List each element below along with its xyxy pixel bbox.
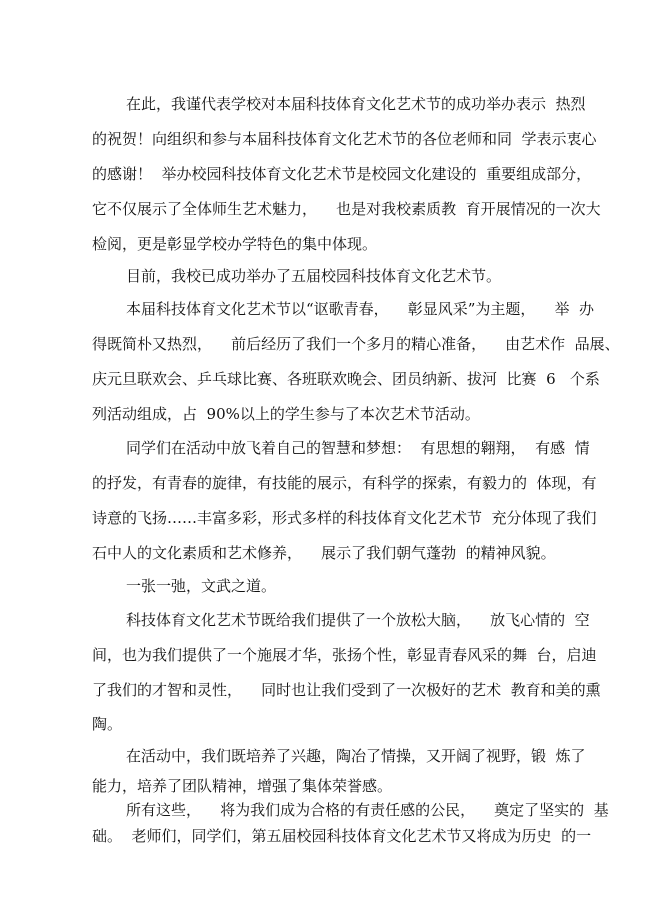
text-line: 庆元旦联欢会、乒乓球比赛、各班联欢晚会、团员纳新、拔河 比赛 6 个系 bbox=[92, 370, 600, 388]
text-line: 的抒发，有青春的旋律，有技能的展示，有科学的探索，有毅力的 体现，有 bbox=[92, 474, 597, 492]
text-line: 陶。 bbox=[92, 715, 123, 733]
text-line: 在此，我谨代表学校对本届科技体育文化艺术节的成功举办表示 热烈 bbox=[126, 95, 586, 113]
text-line: 所有这些， 将为我们成为合格的有责任感的公民， 奠定了坚实的 基 bbox=[126, 801, 609, 819]
text-line: 础。 老师们，同学们，第五届校园科技体育文化艺术节又将成为历史 的一 bbox=[92, 827, 592, 845]
text-line: 目前，我校已成功举办了五届校园科技体育文化艺术节。 bbox=[126, 267, 502, 285]
text-line: 一张一弛，文武之道。 bbox=[126, 577, 277, 595]
text-line: 间，也为我们提供了一个施展才华，张扬个性，彰显青春风采的舞 台，启迪 bbox=[92, 646, 597, 664]
text-line: 科技体育文化艺术节既给我们提供了一个放松大脑， 放飞心情的 空 bbox=[126, 611, 590, 629]
text-line: 诗意的飞扬……丰富多彩，形式多样的科技体育文化艺术节 充分体现了我们 bbox=[92, 509, 597, 527]
text-line: 得既简朴又热烈， 前后经历了我们一个多月的精心准备， 由艺术作 品展、 bbox=[92, 335, 620, 353]
text-line: 检阅，更是彰显学校办学特色的集中体现。 bbox=[92, 235, 378, 253]
text-line: 它不仅展示了全体师生艺术魅力， 也是对我校素质教 育开展情况的一次大 bbox=[92, 200, 601, 218]
text-line: 列活动组成，占 90%以上的学生参与了本次艺术节活动。 bbox=[92, 405, 480, 423]
text-line: 同学们在活动中放飞着自己的智慧和梦想： 有思想的翱翔， 有感 情 bbox=[126, 439, 590, 457]
text-line: 本届科技体育文化艺术节以“讴歌青春， 彰显风采”为主题， 举 办 bbox=[126, 300, 595, 318]
text-line: 石中人的文化素质和艺术修养， 展示了我们朝气蓬勃 的精神风貌。 bbox=[92, 544, 556, 562]
text-line: 的祝贺！向组织和参与本届科技体育文化艺术节的各位老师和同 学表示衷心 bbox=[92, 130, 597, 148]
text-line: 了我们的才智和灵性， 同时也让我们受到了一次极好的艺术 教育和美的熏 bbox=[92, 681, 601, 699]
text-line: 的感谢！ 举办校园科技体育文化艺术节是校园文化建设的 重要组成部分， bbox=[92, 165, 592, 183]
text-line: 在活动中，我们既培养了兴趣，陶冶了情操，又开阔了视野，锻 炼了 bbox=[126, 747, 586, 765]
text-line: 能力，培养了团队精神，增强了集体荣誉感。 bbox=[92, 777, 393, 795]
